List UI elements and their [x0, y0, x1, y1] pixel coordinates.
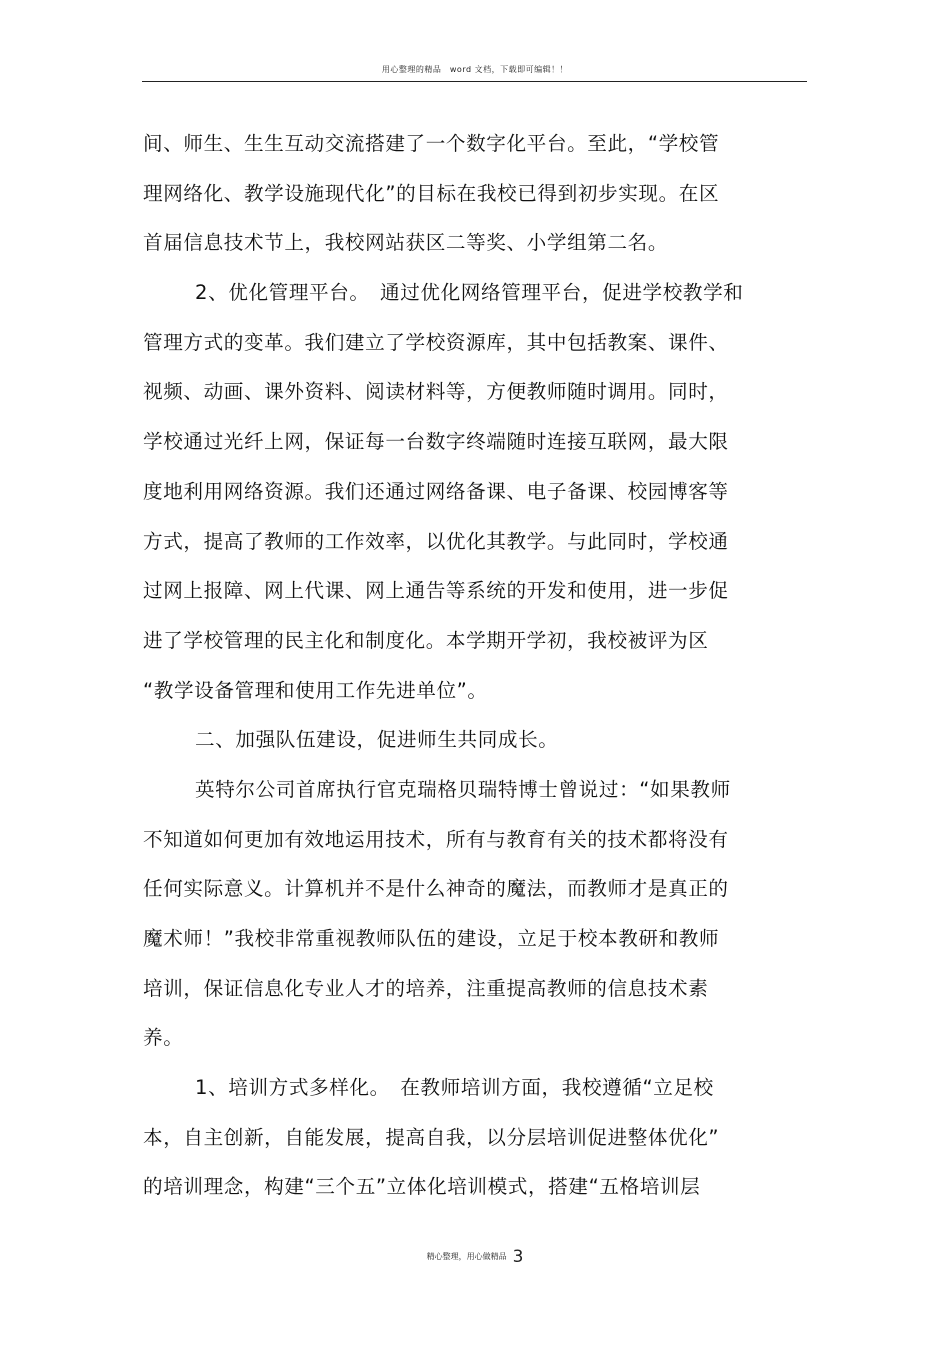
text-line: 养。	[143, 1026, 184, 1050]
text-line: 方式，提高了教师的工作效率，以优化其教学。与此同时，学校通	[143, 529, 729, 553]
text-line: “教学设备管理和使用工作先进单位”。	[143, 678, 488, 702]
body-text	[143, 119, 783, 1212]
text-line: 不知道如何更加有效地运用技术，所有与教育有关的技术都将没有	[143, 827, 729, 851]
text-line: 管理方式的变革。我们建立了学校资源库，其中包括教案、课件、	[143, 330, 729, 354]
text-line: 进了学校管理的民主化和制度化。本学期开学初，我校被评为区	[143, 628, 709, 652]
text-line: 理网络化、教学设施现代化”的目标在我校已得到初步实现。在区	[143, 181, 720, 205]
text-line: 任何实际意义。计算机并不是什么神奇的魔法，而教师才是真正的	[143, 877, 729, 901]
text-line: 学校通过光纤上网，保证每一台数字终端随时连接互联网，最大限	[143, 430, 729, 454]
text-line: 1、培训方式多样化。 在教师培训方面，我校遵循“立足校	[195, 1076, 714, 1100]
text-line: 魔术师！”我校非常重视教师队伍的建设，立足于校本教研和教师	[143, 927, 720, 950]
page-header: 用心整理的精品 word 文档，下载即可编辑！！	[381, 65, 569, 74]
text-line: 2、优化管理平台。 通过优化网络管理平台，促进学校教学和	[195, 281, 744, 305]
text-line: 间、师生、生生互动交流搭建了一个数字化平台。至此，“学校管	[143, 132, 720, 155]
page-number: 3	[512, 1247, 524, 1267]
text-line: 本，自主创新，自能发展，提高自我，以分层培训促进整体优化”	[143, 1125, 720, 1149]
text-line: 的培训理念，构建“三个五”立体化培训模式，搭建“五格培训层	[143, 1175, 701, 1199]
text-line: 二、加强队伍建设，促进师生共同成长。	[195, 728, 559, 752]
text-line: 首届信息技术节上，我校网站获区二等奖、小学组第二名。	[143, 231, 669, 255]
text-line: 培训，保证信息化专业人才的培养，注重提高教师的信息技术素	[143, 976, 709, 1000]
text-line: 过网上报障、网上代课、网上通告等系统的开发和使用，进一步促	[143, 579, 729, 603]
footer-text: 精心整理，用心做精品	[426, 1252, 507, 1261]
text-line: 度地利用网络资源。我们还通过网络备课、电子备课、校园博客等	[143, 479, 729, 503]
text-line: 英特尔公司首席执行官克瑞格贝瑞特博士曾说过：“如果教师	[195, 777, 731, 801]
header-divider	[142, 81, 807, 82]
page-footer	[0, 1247, 950, 1267]
text-line: 视频、动画、课外资料、阅读材料等，方便教师随时调用。同时，	[143, 380, 729, 404]
